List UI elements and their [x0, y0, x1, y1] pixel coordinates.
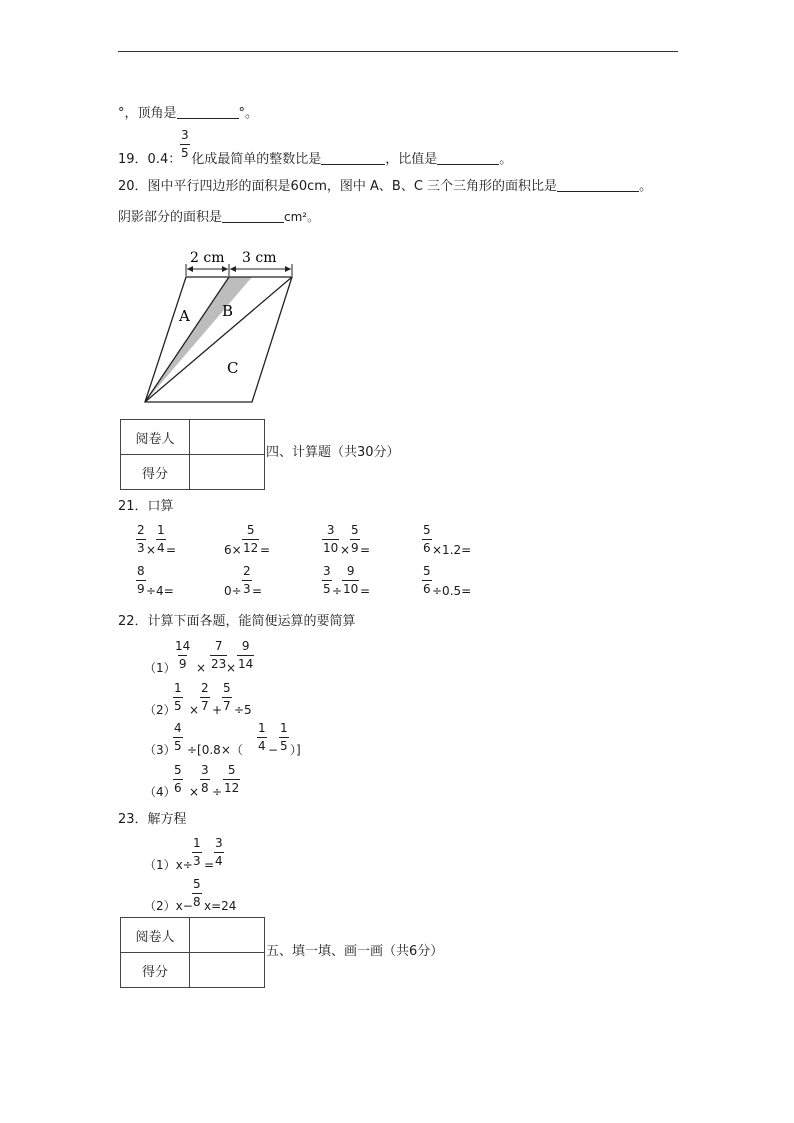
q22-label: （3）: [144, 743, 176, 757]
fraction: $\frac{7}{23}$: [211, 639, 227, 671]
fraction: $\frac{5}{7}$: [223, 681, 231, 713]
question-20: [118, 179, 652, 193]
q21-operator: ×: [340, 543, 351, 557]
fraction: $\frac{3}{8}$: [201, 763, 209, 795]
q23-label: （1）x÷: [144, 858, 193, 872]
q21-tail: ÷4=: [146, 584, 174, 598]
fraction: $\frac{9}{14}$: [238, 639, 254, 671]
q20-text-a: 20．图中平行四边形的面积是60cm，图中 A、B、C 三个三角形的面积比是: [118, 179, 558, 194]
q19-blank-2: [437, 152, 499, 165]
score-cell[interactable]: [190, 455, 265, 490]
header-rule: [118, 51, 678, 52]
q21-tail: =: [360, 543, 371, 557]
q20-unit: cm²。: [284, 210, 320, 224]
divider-line-1: [145, 277, 229, 402]
q22-tail: ÷5: [234, 703, 252, 717]
section-4-title: 四、计算题（共30分）: [266, 445, 400, 460]
q21-tail: =: [260, 543, 271, 557]
q23-label: （2）x−: [144, 899, 193, 913]
fraction: $\frac{5}{12}$: [224, 763, 240, 795]
arrow-right-1: [230, 266, 236, 272]
q19-text-c: 。: [499, 152, 513, 167]
q23-tail: x=24: [204, 899, 237, 913]
q21-fraction: $\frac{5}{12}$: [243, 523, 259, 555]
label-a: A: [179, 307, 190, 325]
fraction: $\frac{1}{5}$: [280, 721, 288, 753]
question-19: [118, 152, 512, 166]
q22-op: ×: [189, 703, 200, 717]
q21-tail: =: [360, 584, 371, 598]
fraction: $\frac{5}{8}$: [193, 877, 201, 909]
q22-title: 22．计算下面各题，能简便运算的要简算: [118, 614, 356, 629]
grader-label-2: 阅卷人: [121, 918, 190, 953]
fraction: $\frac{5}{6}$: [174, 763, 182, 795]
q22-label: （4）: [144, 785, 176, 799]
q21-fraction: $\frac{5}{6}$: [423, 523, 431, 555]
q22-op: −: [268, 743, 279, 757]
q22-label: （1）: [144, 661, 176, 675]
grader-cell-2[interactable]: [190, 918, 265, 953]
q21-fraction: $\frac{1}{4}$: [157, 523, 165, 555]
q21-operator: ×: [146, 543, 157, 557]
fraction: $\frac{2}{7}$: [201, 681, 209, 713]
q22-op: ×: [196, 661, 207, 675]
arrow-right-2: [285, 266, 291, 272]
q20-blank-2: [222, 210, 284, 223]
q22-op: ×: [189, 785, 200, 799]
parallelogram-figure: [138, 244, 303, 409]
q21-operator: ÷: [332, 584, 343, 598]
q21-tail: =: [166, 543, 177, 557]
q22-mid: ÷[0.8×（: [187, 743, 243, 757]
score-table-2: [120, 917, 265, 988]
q21-fraction: $\frac{3}{5}$: [323, 564, 331, 596]
fraction: $\frac{1}{3}$: [193, 836, 201, 868]
q21-fraction: $\frac{3}{10}$: [323, 523, 339, 555]
q20-text-b: 。: [639, 179, 653, 194]
fraction: $\frac{14}{9}$: [175, 639, 191, 671]
q22-label: （2）: [144, 703, 176, 717]
q21-tail: ÷0.5=: [432, 584, 472, 598]
score-label-2: 得分: [121, 953, 190, 988]
q22-op: +: [212, 703, 223, 717]
grader-label: 阅卷人: [121, 420, 190, 455]
fraction: $\frac{3}{4}$: [215, 836, 223, 868]
q21-fraction: $\frac{2}{3}$: [243, 564, 251, 596]
arrow-left-2: [222, 266, 228, 272]
question-20-line2: [118, 210, 319, 224]
q21-tail: ×1.2=: [432, 543, 472, 557]
q18-tail: [118, 106, 258, 120]
q18-blank: [177, 106, 239, 119]
q22-tail: ）]: [290, 743, 301, 757]
q21-lead: 6×: [224, 543, 242, 557]
score-table-1: [120, 419, 265, 490]
q21-fraction: $\frac{2}{3}$: [137, 523, 145, 555]
q19-text-b: ，比值是: [385, 152, 438, 167]
q23-title: 23．解方程: [118, 812, 187, 827]
score-label: 得分: [121, 455, 190, 490]
q20-blank-1: [557, 179, 639, 192]
fraction: $\frac{1}{5}$: [174, 681, 182, 713]
q19-fraction: $\frac{3}{5}$: [181, 128, 189, 160]
section-5-title: 五、填一填、画一画（共6分）: [266, 944, 444, 959]
arrow-left-1: [187, 266, 193, 272]
q21-fraction: $\frac{8}{9}$: [137, 564, 145, 596]
fraction: $\frac{1}{4}$: [258, 721, 266, 753]
q19-blank-1: [321, 152, 385, 165]
score-cell-2[interactable]: [190, 953, 265, 988]
dim-label-right: 3 cm: [242, 250, 277, 266]
q22-op: ×: [226, 661, 237, 675]
dim-label-left: 2 cm: [190, 250, 225, 266]
label-b: B: [222, 302, 234, 320]
q19-prefix: 19．0.4：: [118, 152, 182, 167]
label-c: C: [227, 359, 239, 377]
q22-op: ÷: [212, 785, 223, 799]
q21-fraction: $\frac{5}{9}$: [351, 523, 359, 555]
q23-eq: =: [204, 858, 215, 872]
q21-lead: 0÷: [224, 584, 242, 598]
q21-fraction: $\frac{9}{10}$: [343, 564, 359, 596]
q20-line2-text: 阴影部分的面积是: [118, 210, 223, 225]
q21-title: 21．口算: [118, 499, 174, 514]
q18-text-b: °。: [238, 106, 259, 121]
q21-fraction: $\frac{5}{6}$: [423, 564, 431, 596]
fraction: $\frac{4}{5}$: [174, 721, 182, 753]
shaded-triangle-b: [145, 277, 252, 402]
grader-cell[interactable]: [190, 420, 265, 455]
q18-text-a: °，顶角是: [118, 106, 177, 121]
q19-text-a: 化成最简单的整数比是: [191, 152, 322, 167]
q21-tail: =: [252, 584, 263, 598]
